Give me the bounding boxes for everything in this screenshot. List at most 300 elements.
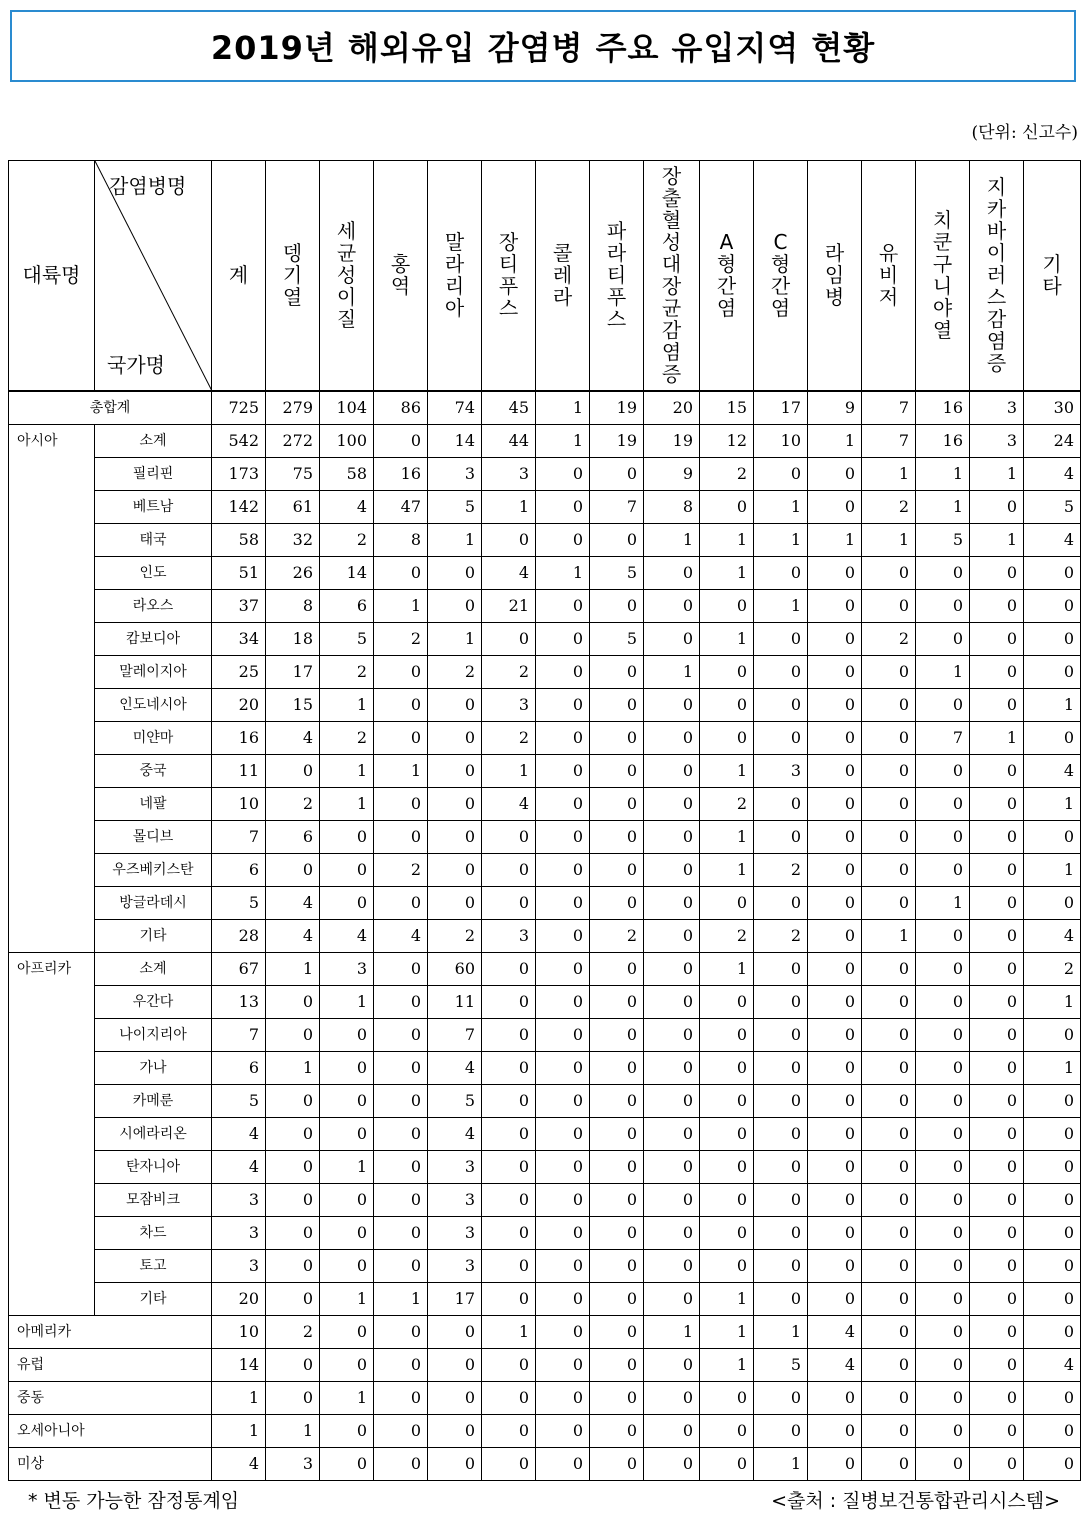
value-cell: 0 (916, 1348, 970, 1381)
country-cell: 시에라리온 (95, 1117, 212, 1150)
value-cell: 0 (590, 1216, 644, 1249)
value-cell: 0 (374, 787, 428, 820)
value-cell: 7 (590, 490, 644, 523)
value-cell: 0 (916, 1249, 970, 1282)
row-label: 오세아니아 (9, 1414, 212, 1447)
value-cell: 0 (1024, 1414, 1081, 1447)
value-cell: 1 (374, 754, 428, 787)
value-cell: 0 (700, 886, 754, 919)
value-cell: 0 (374, 424, 428, 457)
value-cell: 0 (536, 985, 590, 1018)
country-cell: 소계 (95, 424, 212, 457)
value-cell: 1 (482, 490, 536, 523)
value-cell: 104 (320, 391, 374, 425)
value-cell: 0 (754, 622, 808, 655)
value-cell: 0 (808, 721, 862, 754)
value-cell: 0 (590, 820, 644, 853)
value-cell: 0 (644, 787, 700, 820)
value-cell: 0 (428, 1315, 482, 1348)
value-cell: 0 (862, 1381, 916, 1414)
value-cell: 100 (320, 424, 374, 457)
value-cell: 1 (862, 523, 916, 556)
table-body (9, 391, 1081, 1481)
value-cell: 0 (916, 622, 970, 655)
value-cell: 0 (700, 1150, 754, 1183)
value-cell: 14 (212, 1348, 266, 1381)
value-cell: 0 (1024, 1084, 1081, 1117)
value-cell: 0 (320, 1414, 374, 1447)
country-cell: 우즈베키스탄 (95, 853, 212, 886)
value-cell: 0 (644, 1249, 700, 1282)
value-cell: 0 (808, 589, 862, 622)
value-cell: 3 (482, 457, 536, 490)
value-cell: 0 (428, 787, 482, 820)
value-cell: 0 (1024, 1018, 1081, 1051)
header-col-malaria: 말라리아 (428, 161, 482, 391)
row-label: 아메리카 (9, 1315, 212, 1348)
value-cell: 0 (754, 952, 808, 985)
value-cell: 0 (700, 1447, 754, 1480)
page-title: 2019년 해외유입 감염병 주요 유입지역 현황 (210, 29, 876, 67)
value-cell: 142 (212, 490, 266, 523)
value-cell: 3 (320, 952, 374, 985)
value-cell: 20 (212, 688, 266, 721)
value-cell: 2 (754, 853, 808, 886)
value-cell: 0 (808, 490, 862, 523)
value-cell: 0 (536, 721, 590, 754)
value-cell: 0 (536, 853, 590, 886)
value-cell: 17 (428, 1282, 482, 1315)
value-cell: 6 (212, 1051, 266, 1084)
value-cell: 3 (212, 1249, 266, 1282)
value-cell: 0 (754, 985, 808, 1018)
value-cell: 0 (374, 1249, 428, 1282)
value-cell: 0 (536, 1282, 590, 1315)
value-cell: 0 (970, 1315, 1024, 1348)
value-cell: 3 (754, 754, 808, 787)
table-row (9, 1117, 1081, 1150)
value-cell: 67 (212, 952, 266, 985)
row-label: 유럽 (9, 1348, 212, 1381)
value-cell: 0 (700, 1051, 754, 1084)
value-cell: 0 (482, 1216, 536, 1249)
value-cell: 0 (862, 952, 916, 985)
value-cell: 4 (1024, 523, 1081, 556)
value-cell: 0 (862, 1051, 916, 1084)
table-row (9, 1183, 1081, 1216)
country-cell: 말레이지아 (95, 655, 212, 688)
value-cell: 0 (808, 1447, 862, 1480)
value-cell: 1 (320, 787, 374, 820)
value-cell: 0 (266, 1183, 320, 1216)
country-cell: 차드 (95, 1216, 212, 1249)
value-cell: 1 (700, 1282, 754, 1315)
value-cell: 0 (590, 1381, 644, 1414)
value-cell: 1 (482, 754, 536, 787)
value-cell: 0 (428, 1381, 482, 1414)
value-cell: 34 (212, 622, 266, 655)
value-cell: 5 (320, 622, 374, 655)
value-cell: 51 (212, 556, 266, 589)
value-cell: 5 (428, 1084, 482, 1117)
value-cell: 0 (266, 1150, 320, 1183)
table-row (9, 853, 1081, 886)
value-cell: 0 (970, 1051, 1024, 1084)
value-cell: 0 (482, 1447, 536, 1480)
value-cell: 0 (536, 589, 590, 622)
value-cell: 0 (862, 1315, 916, 1348)
value-cell: 10 (212, 787, 266, 820)
value-cell: 5 (590, 622, 644, 655)
country-cell: 탄자니아 (95, 1150, 212, 1183)
value-cell: 0 (1024, 1249, 1081, 1282)
value-cell: 3 (482, 688, 536, 721)
value-cell: 0 (970, 1447, 1024, 1480)
value-cell: 0 (862, 655, 916, 688)
value-cell: 2 (374, 853, 428, 886)
value-cell: 4 (1024, 754, 1081, 787)
value-cell: 0 (590, 457, 644, 490)
value-cell: 0 (808, 457, 862, 490)
value-cell: 0 (970, 622, 1024, 655)
value-cell: 7 (916, 721, 970, 754)
value-cell: 5 (1024, 490, 1081, 523)
statistics-table (8, 160, 1081, 1481)
value-cell: 4 (808, 1315, 862, 1348)
row-label: 미상 (9, 1447, 212, 1480)
value-cell: 0 (374, 1150, 428, 1183)
header-col-ehec: 장출혈성대장균감염증 (644, 161, 700, 391)
value-cell: 1 (970, 523, 1024, 556)
value-cell: 25 (212, 655, 266, 688)
value-cell: 173 (212, 457, 266, 490)
value-cell: 0 (428, 886, 482, 919)
value-cell: 1 (644, 1315, 700, 1348)
value-cell: 0 (700, 985, 754, 1018)
value-cell: 0 (970, 1018, 1024, 1051)
value-cell: 0 (536, 1249, 590, 1282)
table-row (9, 523, 1081, 556)
value-cell: 0 (482, 985, 536, 1018)
value-cell: 0 (862, 1348, 916, 1381)
value-cell: 2 (862, 622, 916, 655)
value-cell: 2 (266, 787, 320, 820)
value-cell: 0 (482, 1117, 536, 1150)
value-cell: 16 (916, 391, 970, 425)
value-cell: 0 (428, 1414, 482, 1447)
table-row (9, 1315, 1081, 1348)
value-cell: 2 (754, 919, 808, 952)
value-cell: 0 (970, 952, 1024, 985)
value-cell: 0 (808, 1018, 862, 1051)
value-cell: 4 (266, 886, 320, 919)
table-row (9, 820, 1081, 853)
value-cell: 0 (590, 754, 644, 787)
value-cell: 725 (212, 391, 266, 425)
value-cell: 0 (644, 1150, 700, 1183)
value-cell: 1 (428, 523, 482, 556)
value-cell: 542 (212, 424, 266, 457)
value-cell: 0 (536, 886, 590, 919)
table-row (9, 754, 1081, 787)
value-cell: 0 (754, 787, 808, 820)
value-cell: 0 (590, 688, 644, 721)
value-cell: 0 (428, 688, 482, 721)
country-cell: 가나 (95, 1051, 212, 1084)
value-cell: 4 (320, 490, 374, 523)
value-cell: 21 (482, 589, 536, 622)
value-cell: 0 (536, 1084, 590, 1117)
value-cell: 0 (970, 1381, 1024, 1414)
value-cell: 0 (700, 589, 754, 622)
value-cell: 0 (862, 1117, 916, 1150)
value-cell: 7 (212, 1018, 266, 1051)
value-cell: 0 (862, 1150, 916, 1183)
value-cell: 0 (808, 1381, 862, 1414)
value-cell: 1 (320, 754, 374, 787)
value-cell: 0 (590, 886, 644, 919)
table-row (9, 1414, 1081, 1447)
value-cell: 0 (700, 1018, 754, 1051)
value-cell: 5 (754, 1348, 808, 1381)
value-cell: 6 (320, 589, 374, 622)
value-cell: 0 (808, 1150, 862, 1183)
value-cell: 1 (482, 1315, 536, 1348)
value-cell: 3 (428, 1150, 482, 1183)
value-cell: 0 (590, 985, 644, 1018)
value-cell: 0 (1024, 1150, 1081, 1183)
value-cell: 1 (374, 1282, 428, 1315)
value-cell: 1 (970, 721, 1024, 754)
value-cell: 3 (212, 1216, 266, 1249)
value-cell: 0 (536, 1414, 590, 1447)
value-cell: 0 (862, 1084, 916, 1117)
value-cell: 0 (808, 1183, 862, 1216)
value-cell: 0 (1024, 1282, 1081, 1315)
value-cell: 0 (374, 721, 428, 754)
value-cell: 0 (808, 1282, 862, 1315)
value-cell: 4 (428, 1051, 482, 1084)
header-col-typhoid: 장티푸스 (482, 161, 536, 391)
value-cell: 0 (970, 655, 1024, 688)
country-cell: 인도네시아 (95, 688, 212, 721)
value-cell: 0 (374, 1084, 428, 1117)
value-cell: 0 (916, 1183, 970, 1216)
value-cell: 0 (644, 919, 700, 952)
value-cell: 3 (428, 1216, 482, 1249)
value-cell: 0 (536, 523, 590, 556)
value-cell: 0 (808, 853, 862, 886)
value-cell: 0 (862, 1414, 916, 1447)
value-cell: 0 (266, 754, 320, 787)
value-cell: 0 (808, 1216, 862, 1249)
value-cell: 0 (916, 1150, 970, 1183)
table-row (9, 886, 1081, 919)
value-cell: 0 (970, 886, 1024, 919)
country-cell: 기타 (95, 919, 212, 952)
value-cell: 4 (482, 556, 536, 589)
value-cell: 0 (916, 589, 970, 622)
value-cell: 0 (482, 952, 536, 985)
value-cell: 0 (374, 1381, 428, 1414)
value-cell: 0 (320, 1315, 374, 1348)
value-cell: 0 (374, 1018, 428, 1051)
value-cell: 0 (320, 1084, 374, 1117)
value-cell: 0 (1024, 1447, 1081, 1480)
value-cell: 0 (644, 1414, 700, 1447)
value-cell: 0 (482, 1150, 536, 1183)
value-cell: 0 (808, 1117, 862, 1150)
value-cell: 1 (700, 754, 754, 787)
value-cell: 9 (644, 457, 700, 490)
value-cell: 0 (266, 1216, 320, 1249)
value-cell: 0 (266, 1249, 320, 1282)
value-cell: 0 (536, 1018, 590, 1051)
value-cell: 1 (700, 820, 754, 853)
value-cell: 4 (212, 1117, 266, 1150)
value-cell: 0 (536, 1348, 590, 1381)
country-cell: 태국 (95, 523, 212, 556)
value-cell: 0 (916, 820, 970, 853)
value-cell: 0 (970, 1249, 1024, 1282)
table-row (9, 589, 1081, 622)
value-cell: 0 (862, 721, 916, 754)
value-cell: 0 (374, 820, 428, 853)
value-cell: 0 (862, 754, 916, 787)
value-cell: 0 (970, 1348, 1024, 1381)
value-cell: 0 (1024, 886, 1081, 919)
country-cell: 카메룬 (95, 1084, 212, 1117)
value-cell: 1 (428, 622, 482, 655)
value-cell: 0 (1024, 622, 1081, 655)
continent-cell: 아시아 (9, 424, 95, 952)
value-cell: 0 (700, 655, 754, 688)
value-cell: 0 (970, 919, 1024, 952)
table-row (9, 1018, 1081, 1051)
value-cell: 0 (916, 1315, 970, 1348)
value-cell: 0 (644, 556, 700, 589)
value-cell: 0 (1024, 1117, 1081, 1150)
value-cell: 0 (320, 1117, 374, 1150)
header-row (9, 161, 1081, 391)
value-cell: 0 (754, 1018, 808, 1051)
value-cell: 2 (482, 655, 536, 688)
value-cell: 0 (1024, 1183, 1081, 1216)
value-cell: 1 (700, 523, 754, 556)
value-cell: 0 (428, 853, 482, 886)
value-cell: 1 (1024, 688, 1081, 721)
value-cell: 0 (536, 1315, 590, 1348)
value-cell: 0 (1024, 1381, 1081, 1414)
value-cell: 0 (754, 1117, 808, 1150)
value-cell: 0 (970, 1282, 1024, 1315)
value-cell: 0 (374, 1414, 428, 1447)
value-cell: 0 (482, 523, 536, 556)
header-col-measles: 홍역 (374, 161, 428, 391)
value-cell: 2 (1024, 952, 1081, 985)
value-cell: 0 (916, 787, 970, 820)
value-cell: 0 (644, 1183, 700, 1216)
value-cell: 0 (862, 787, 916, 820)
value-cell: 0 (428, 754, 482, 787)
header-col-melioidosis: 유비저 (862, 161, 916, 391)
value-cell: 13 (212, 985, 266, 1018)
value-cell: 0 (482, 1084, 536, 1117)
country-cell: 모잠비크 (95, 1183, 212, 1216)
value-cell: 0 (970, 1084, 1024, 1117)
value-cell: 1 (862, 457, 916, 490)
row-label: 총합계 (9, 391, 212, 425)
value-cell: 3 (428, 1183, 482, 1216)
value-cell: 16 (212, 721, 266, 754)
value-cell: 0 (970, 1150, 1024, 1183)
value-cell: 0 (970, 754, 1024, 787)
value-cell: 0 (644, 589, 700, 622)
value-cell: 19 (590, 424, 644, 457)
value-cell: 0 (320, 1018, 374, 1051)
value-cell: 0 (590, 1315, 644, 1348)
table-row (9, 391, 1081, 425)
value-cell: 0 (536, 1381, 590, 1414)
value-cell: 279 (266, 391, 320, 425)
value-cell: 0 (536, 688, 590, 721)
value-cell: 0 (320, 1183, 374, 1216)
value-cell: 0 (1024, 589, 1081, 622)
value-cell: 1 (212, 1381, 266, 1414)
value-cell: 2 (320, 721, 374, 754)
value-cell: 0 (808, 655, 862, 688)
value-cell: 0 (970, 820, 1024, 853)
table-row (9, 952, 1081, 985)
value-cell: 0 (970, 985, 1024, 1018)
header-col-dengue: 뎅기열 (266, 161, 320, 391)
value-cell: 0 (536, 1051, 590, 1084)
value-cell: 0 (808, 1249, 862, 1282)
value-cell: 0 (700, 688, 754, 721)
value-cell: 0 (266, 853, 320, 886)
value-cell: 1 (916, 655, 970, 688)
value-cell: 1 (754, 589, 808, 622)
value-cell: 1 (320, 985, 374, 1018)
value-cell: 7 (862, 391, 916, 425)
value-cell: 0 (644, 688, 700, 721)
value-cell: 0 (590, 1348, 644, 1381)
value-cell: 0 (916, 556, 970, 589)
value-cell: 0 (970, 490, 1024, 523)
value-cell: 0 (374, 1117, 428, 1150)
header-col-total: 계 (212, 161, 266, 391)
value-cell: 2 (266, 1315, 320, 1348)
value-cell: 2 (590, 919, 644, 952)
table-row (9, 1447, 1081, 1480)
table-row (9, 787, 1081, 820)
table-row (9, 1282, 1081, 1315)
table-row (9, 688, 1081, 721)
value-cell: 0 (970, 1117, 1024, 1150)
value-cell: 2 (700, 919, 754, 952)
value-cell: 0 (754, 688, 808, 721)
value-cell: 0 (482, 1051, 536, 1084)
table-row (9, 556, 1081, 589)
value-cell: 0 (700, 1117, 754, 1150)
value-cell: 0 (482, 1348, 536, 1381)
value-cell: 0 (266, 1282, 320, 1315)
value-cell: 0 (862, 1183, 916, 1216)
value-cell: 0 (1024, 556, 1081, 589)
value-cell: 0 (754, 1051, 808, 1084)
value-cell: 0 (428, 721, 482, 754)
value-cell: 1 (1024, 1051, 1081, 1084)
